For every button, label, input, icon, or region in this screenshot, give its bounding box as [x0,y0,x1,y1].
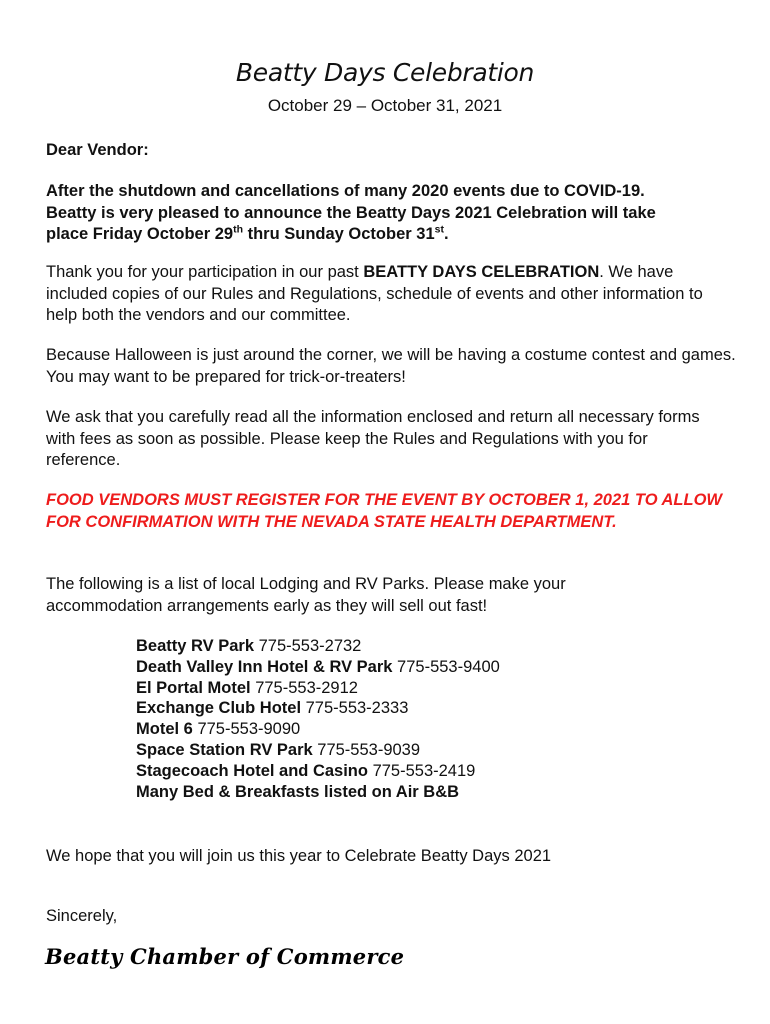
lodging-phone: 775-553-9090 [197,720,301,739]
lodging-name: Death Valley Inn Hotel & RV Park [136,657,393,676]
lodging-phone: 775-553-2912 [255,678,358,697]
closing-line: We hope that you will join us this year to Celebrate Beatty Days 2021 [46,847,552,865]
participation-paragraph: Thank you for your participation in our past BEATTY DAYS CELEBRATION. We have included copies of our Rules and Regulations, schedule of events and other information to help both the vendors and our committee. [46,263,703,324]
superscript-th: th [233,223,243,236]
superscript-st: st [434,223,444,236]
lodging-item [136,740,696,761]
lodging-name: El Portal Motel [136,678,251,697]
food-vendor-notice: FOOD VENDORS MUST REGISTER FOR THE EVENT BY OCTOBER 1, 2021 TO ALLOW FOR CONFIRMATION WITH THE NEVADA STATE HEALTH DEPARTMENT. [46,491,722,531]
lodging-name: Exchange Club Hotel [136,699,302,718]
intro-line-1: After the shutdown and cancellations of many 2020 events due to COVID-19. [46,182,645,200]
lodging-name: Space Station RV Park [136,740,313,759]
signature: Beatty Chamber of Commerce [45,944,405,969]
intro-line-2: Beatty is very pleased to announce the Beatty Days 2021 Celebration will take [46,203,656,222]
sincerely: Sincerely, [46,907,118,925]
lodging-name: Many Bed & Breakfasts listed on Air B&B [136,782,460,801]
lodging-phone: 775-553-9400 [397,657,500,676]
intro-paragraph [46,181,736,246]
lodging-name: Motel 6 [136,720,193,739]
salutation: Dear Vendor: [46,141,149,159]
intro-line-3: place Friday October 29th thru Sunday October 31st. [46,223,449,243]
instructions-paragraph: We ask that you carefully read all the information enclosed and return all necessary forms with fees as soon as possible. Please keep the Rules and Regulations with you for reference. [46,408,700,469]
lodging-item [136,657,696,678]
lodging-phone: 775-553-2419 [372,761,476,780]
lodging-item [136,698,696,719]
lodging-item [136,636,696,657]
lodging-item [136,678,696,699]
lodging-item [136,761,696,782]
halloween-paragraph: Because Halloween is just around the corner, we will be having a costume contest and games. You may want to be prepared for trick-or-treaters! [46,346,736,386]
lodging-intro-paragraph: The following is a list of local Lodging and RV Parks. Please make your accommodation arrangements early as they will sell out fast! [46,575,566,615]
lodging-name: Beatty RV Park [136,637,255,655]
event-dates: October 29 – October 31, 2021 [267,96,503,115]
page-title: Beatty Days Celebration [235,58,535,87]
lodging-item [136,782,696,803]
event-name-bold: BEATTY DAYS CELEBRATION [363,263,600,281]
lodging-phone: 775-553-9039 [317,740,421,759]
lodging-phone: 775-553-2732 [258,637,362,655]
lodging-item [136,719,696,740]
lodging-phone: 775-553-2333 [305,699,409,718]
lodging-list [136,636,696,802]
lodging-name: Stagecoach Hotel and Casino [136,761,368,780]
